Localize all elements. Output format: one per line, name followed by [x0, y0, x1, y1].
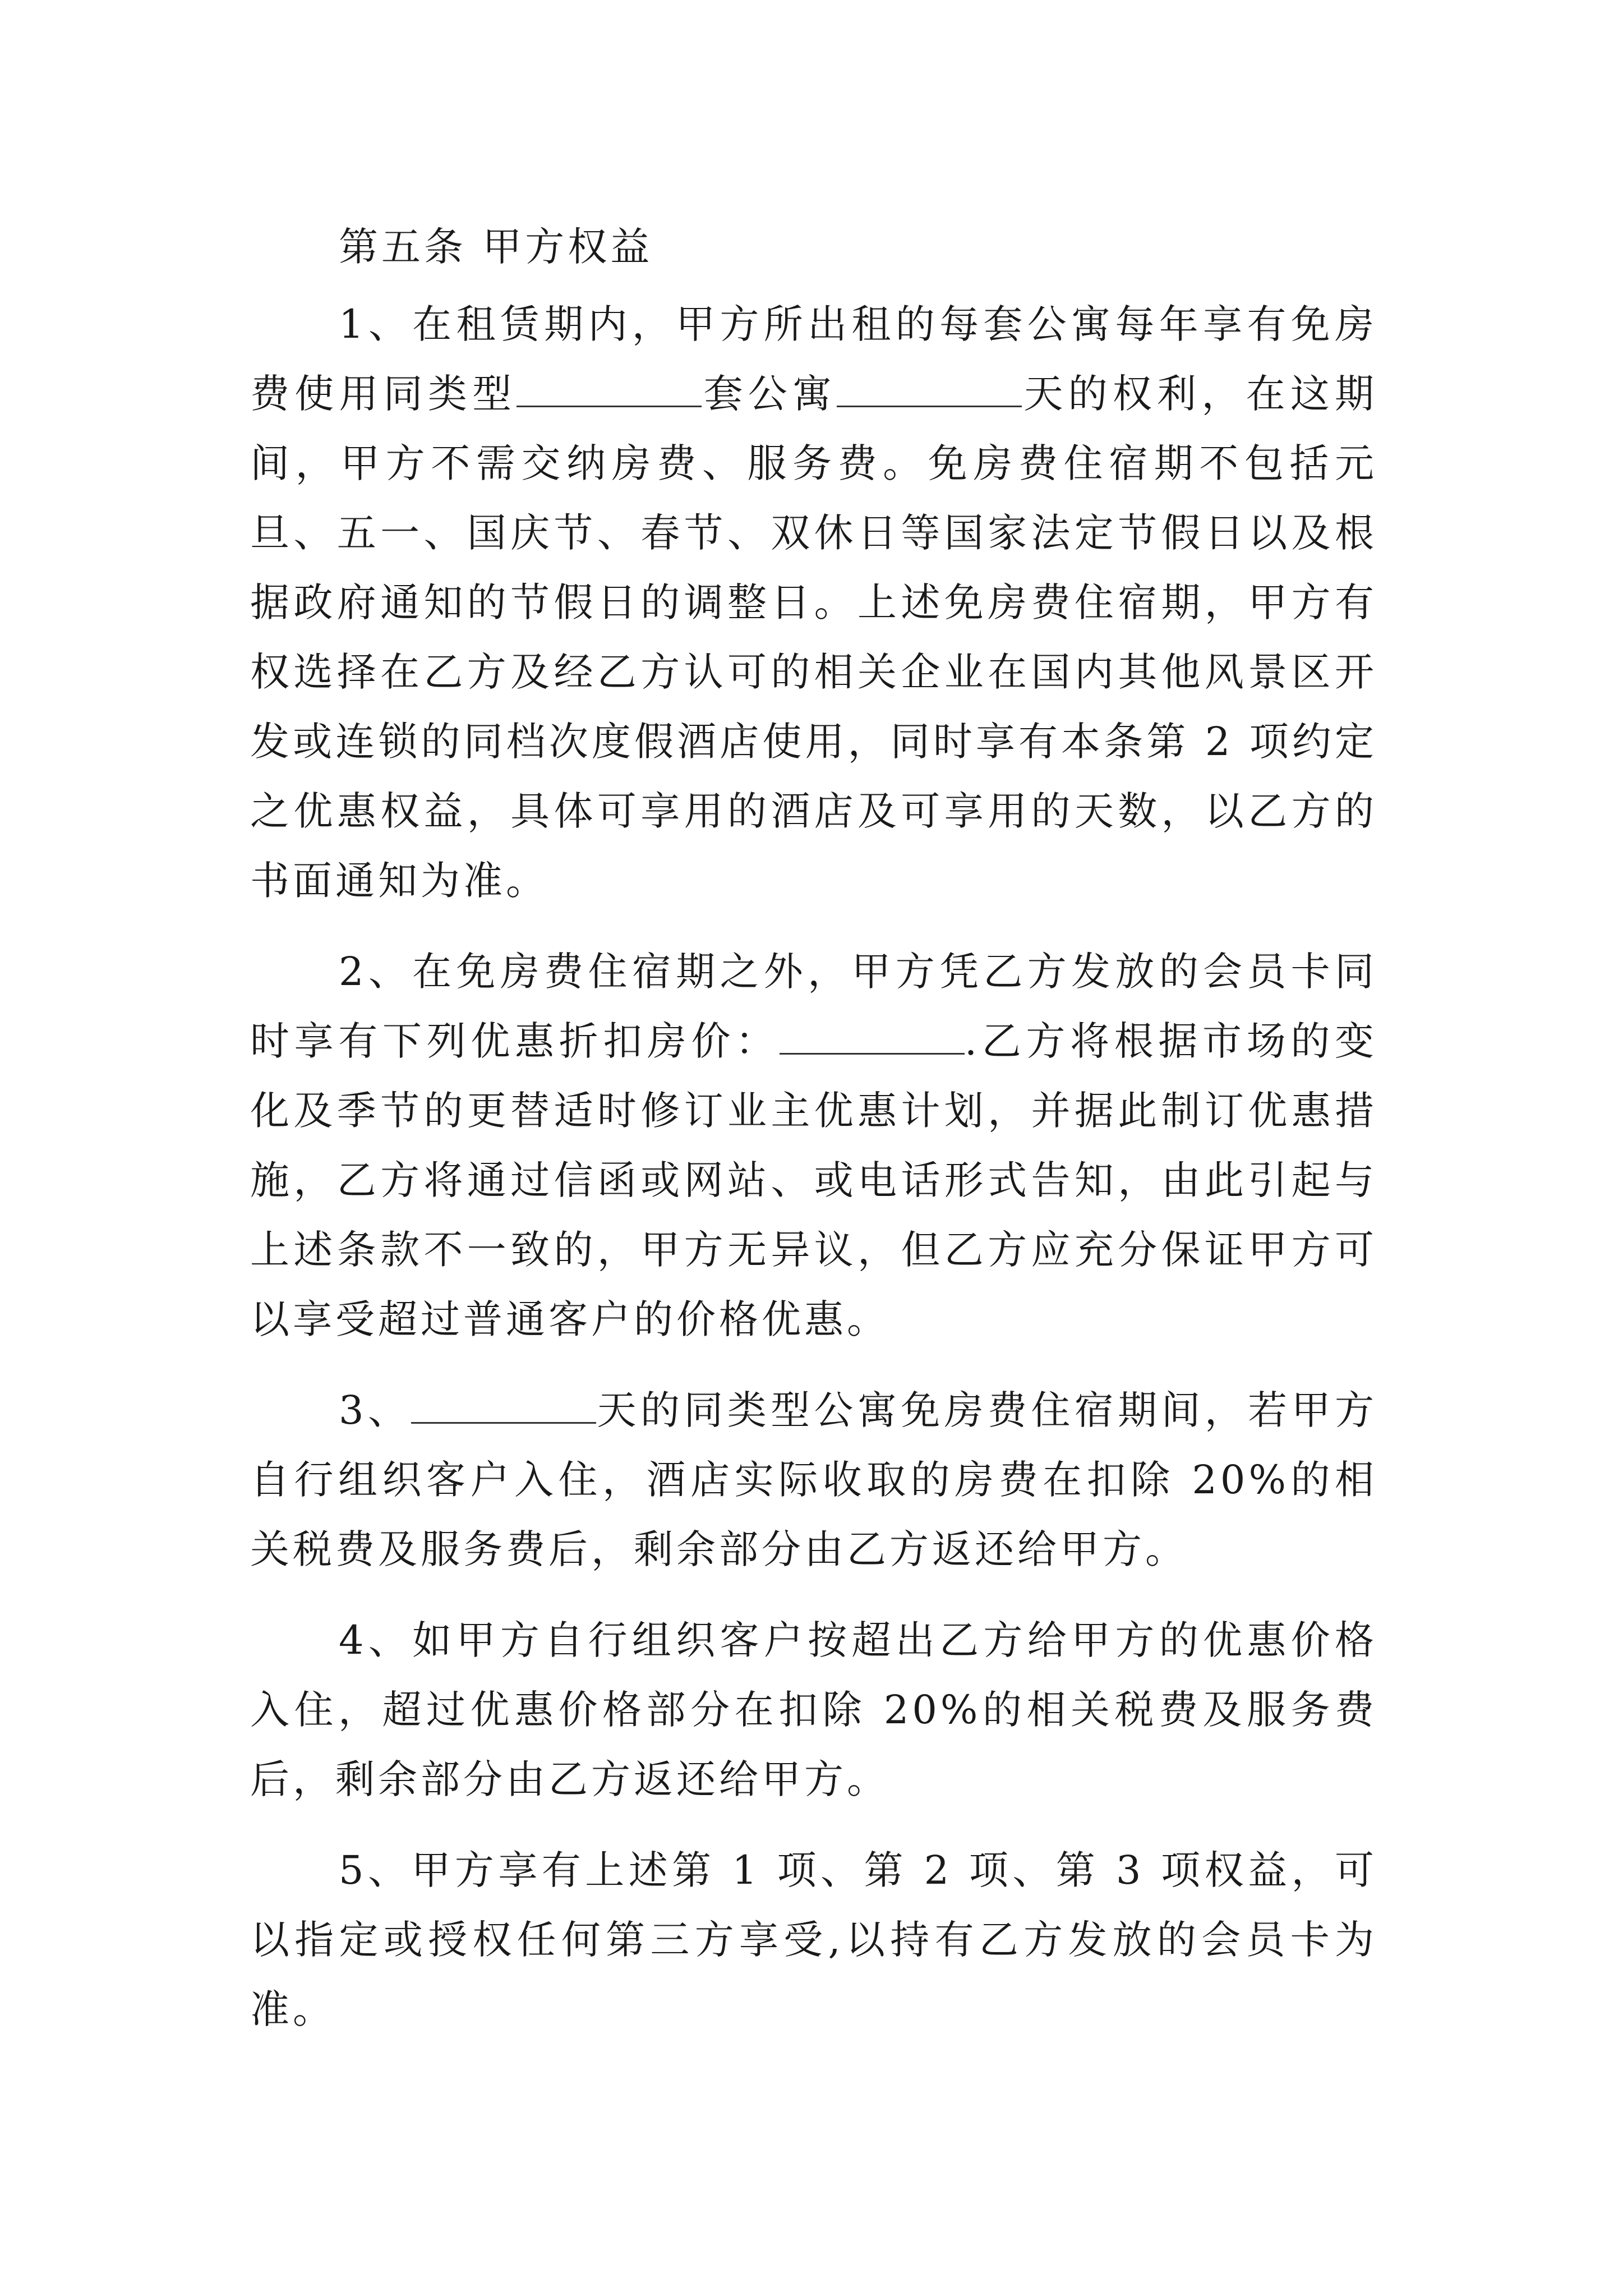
- paragraph-4: 4、如甲方自行组织客户按超出乙方给甲方的优惠价格入住，超过优惠价格部分在扣除 20%的相关税费及服务费后，剩余部分由乙方返还给甲方。: [250, 1617, 1377, 1802]
- paragraph-3-text-b: 天的同类型公寓免房费住宿期间，若甲方自行组织客户入住，酒店实际收取的房费在扣除 20%的相关税费及服务费后，剩余部分由乙方返还给甲方。: [250, 1387, 1378, 1572]
- blank-field-days: [837, 372, 1022, 407]
- paragraph-1-text-c: 天的权利，在这期间，甲方不需交纳房费、服务费。免房费住宿期不包括元旦、五一、国庆节、春节、双休日等国家法定节假日以及根据政府通知的节假日的调整日。上述免房费住宿期，甲方有权选择在乙方及经乙方认可的相关企业在国内其他风景区开发或连锁的同档次度假酒店使用，同时享有本条第 2 项约定之优惠权益，具体可享用的酒店及可享用的天数，以乙方的书面通知为准。: [250, 371, 1378, 904]
- blank-field-unit-count: [517, 372, 702, 407]
- paragraph-1-text-a: 1、在租赁期内，甲方所出租的每套公寓每年享有免房费使用同类型: [250, 301, 1377, 417]
- paragraph-3: [250, 1375, 1377, 1584]
- paragraph-2-text-a: 2、在免房费住宿期之外，甲方凭乙方发放的会员卡同时享有下列优惠折扣房价：: [250, 949, 1377, 1064]
- paragraph-1-text-b: 套公寓: [702, 371, 837, 417]
- paragraph-2-text-b: .乙方将根据市场的变化及季节的更替适时修订业主优惠计划，并据此制订优惠措施，乙方将通过信函或网站、或电话形式告知，由此引起与上述条款不一致的，甲方无异议，但乙方应充分保证甲方可以享受超过普通客户的价格优惠。: [250, 1018, 1377, 1342]
- paragraph-1: [250, 289, 1377, 915]
- paragraph-2: [250, 937, 1377, 1354]
- paragraph-3-text-a: 3、: [339, 1387, 412, 1433]
- document-body: [250, 212, 1377, 2065]
- article-heading: 第五条 甲方权益: [339, 224, 653, 270]
- blank-field-free-days: [411, 1388, 596, 1424]
- paragraph-5: 5、甲方享有上述第 1 项、第 2 项、第 3 项权益，可以指定或授权任何第三方享受,以持有乙方发放的会员卡为准。: [250, 1847, 1377, 2032]
- blank-field-discount-price: [780, 1019, 965, 1055]
